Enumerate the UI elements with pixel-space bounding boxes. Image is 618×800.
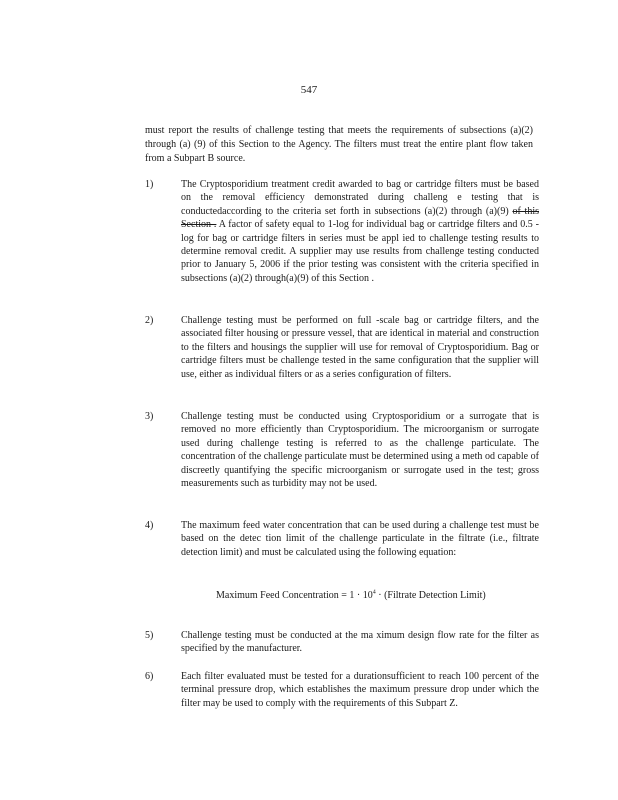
item-text: Challenge testing must be performed on full -scale bag or cartridge filters, and the associated filter housing or pressure vessel, that are identical in material and construction to the filters and housings the supplier will use for removal of Cryptosporidium. Bag or cartridge filters must be challenge tested in the same configuration that the supplier will use, either as individual filters or as a series configuration of filters. — [181, 315, 539, 380]
item-text-part: A factor of safety equal to 1-log for individual bag or cartridge filters and 0.5 -log for bag or cartridge filters in series must be appl ied to challenge testing results to determine removal credit. A supplier may use results from challenge testing conducted prior to January 5, 2006 if the prior testing was consistent with the criteria specified in subsections (a)(2) through(a)(9) of this Section . — [181, 219, 539, 284]
item-text: Challenge testing must be conducted using Cryptosporidium or a surrogate that is removed no more efficiently than Cryptosporidium. The microorganism or surrogate used during challenge testing is referred to as the challenge particulate. The concentration of the challenge particulate must be determined using a meth od capable of discreetly quantifying the specific microorganism or surrogate used in the test; gross measurements such as turbidity may not be used. — [181, 411, 539, 490]
item-number: 2) — [145, 315, 154, 326]
intro-paragraph: must report the results of challenge testing that meets the requirements of subsections (a)(2) through (a) (9) of this Section to the Agency. The filters must treat the entire plant flow taken from a Subpart B source. — [145, 125, 533, 164]
equation-equals: = 1 · 10 — [341, 590, 373, 601]
feed-concentration-equation — [216, 589, 516, 603]
item-text-part: The Cryptosporidium treatment credit awarded to bag or cartridge filters must be based on the removal efficiency demonstrated during challeng e testing that is conductedaccording to the criteria set forth in subsections (a)(2) through (a)(9) — [181, 179, 539, 217]
item-text: Challenge testing must be conducted at the ma ximum design flow rate for the filter as specified by the manufacturer. — [181, 630, 539, 655]
equation-lhs: Maximum Feed Concentration — [216, 590, 339, 601]
item-text: The maximum feed water concentration that can be used during a challenge test must be based on the detec tion limit of the challenge particulate in the filtrate (i.e., filtrate detection limit) and must be calculated using the following equation: — [181, 520, 539, 558]
item-number: 4) — [145, 520, 154, 531]
item-text: Each filter evaluated must be tested for a durationsufficient to reach 100 percent of the terminal pressure drop, which establishes the maximum pressure drop under which the filter may be used to comply with the requirements of this Subpart Z. — [181, 671, 539, 709]
struck-text: of this Section . — [181, 205, 539, 231]
item-number: 1) — [145, 179, 154, 190]
item-number: 6) — [145, 671, 154, 682]
equation-rhs: · (Filtrate Detection Limit) — [378, 590, 486, 601]
item-number: 5) — [145, 630, 154, 641]
page-number: 547 — [300, 84, 318, 96]
item-number: 3) — [145, 411, 154, 422]
equation-exponent: 4 — [372, 589, 376, 596]
item-text — [181, 178, 539, 285]
